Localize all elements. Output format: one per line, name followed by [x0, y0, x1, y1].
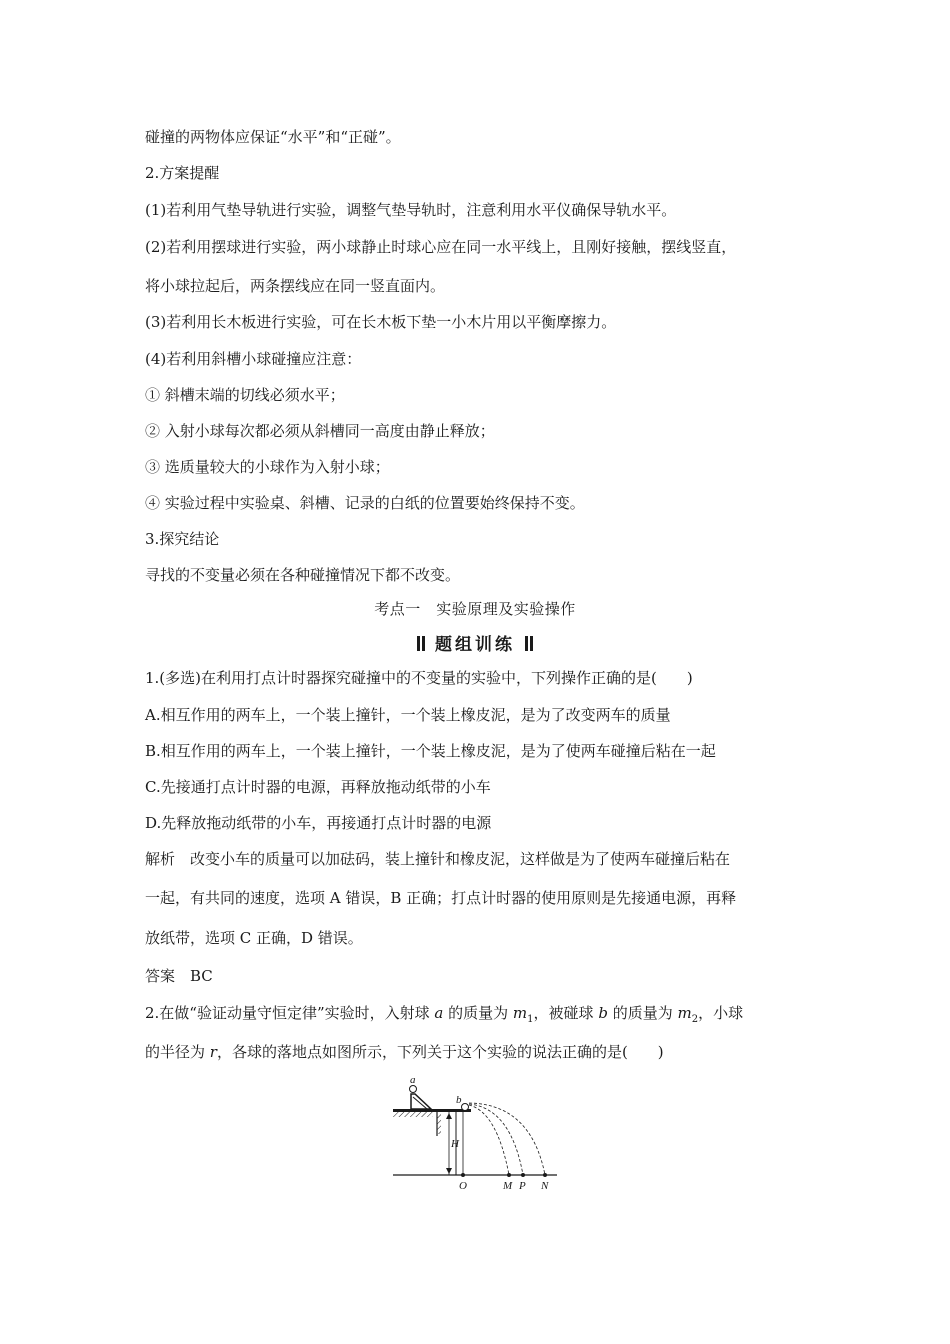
question-2-stem: 的半径为 r，各球的落地点如图所示，下列关于这个实验的说法正确的是( )	[145, 1043, 664, 1061]
text-line: 将小球拉起后，两条摆线应在同一竖直面内。	[145, 277, 446, 295]
section-banner	[0, 630, 950, 655]
point-o	[461, 1173, 465, 1177]
trajectory-p	[469, 1104, 523, 1175]
question-1-option-d: D.先释放拖动纸带的小车，再接通打点计时器的电源	[145, 814, 492, 832]
text-line: 碰撞的两物体应保证“水平”和“正碰”。	[145, 128, 401, 146]
trajectory-n	[469, 1103, 545, 1175]
list-item: ④ 实验过程中实验桌、斜槽、记录的白纸的位置要始终保持不变。	[145, 494, 585, 512]
table-hatch	[393, 1112, 433, 1117]
label-a: a	[410, 1074, 416, 1086]
question-1-option-c: C.先接通打点计时器的电源，再释放拖动纸带的小车	[145, 778, 491, 796]
var-m2: m	[677, 1004, 692, 1022]
question-1-analysis: 放纸带，选项 C 正确，D 错误。	[145, 929, 363, 947]
list-item: ③ 选质量较大的小球作为入射小球；	[145, 458, 390, 476]
question-1-option-b: B.相互作用的两车上，一个装上撞针，一个装上橡皮泥，是为了使两车碰撞后粘在一起	[145, 742, 716, 760]
list-item: ② 入射小球每次都必须从斜槽同一高度由静止释放；	[145, 422, 495, 440]
var-a: a	[434, 1004, 444, 1022]
question-1-option-a: A.相互作用的两车上，一个装上撞针，一个装上橡皮泥，是为了改变两车的质量	[145, 706, 671, 724]
inclined-chute	[411, 1094, 431, 1109]
text-line: (1)若利用气垫导轨进行实验，调整气垫导轨时，注意利用水平仪确保导轨水平。	[145, 201, 677, 219]
point-n	[543, 1173, 547, 1177]
collision-experiment-figure	[385, 1074, 565, 1194]
text-line: 寻找的不变量必须在各种碰撞情况下都不改变。	[145, 566, 461, 584]
point-m	[507, 1173, 511, 1177]
question-1-stem: 1.(多选)在利用打点计时器探究碰撞中的不变量的实验中，下列操作正确的是( )	[145, 669, 693, 687]
list-item: ① 斜槽末端的切线必须水平；	[145, 386, 345, 404]
question-1-analysis: 一起，有共同的速度，选项 A 错误，B 正确；打点计时器的使用原则是先接通电源，再释	[145, 889, 737, 907]
ball-b	[462, 1104, 469, 1111]
var-b: b	[598, 1004, 608, 1022]
label-p: P	[519, 1180, 526, 1192]
label-b: b	[456, 1094, 462, 1106]
text-line: (4)若利用斜槽小球碰撞应注意：	[145, 350, 362, 368]
var-r: r	[209, 1043, 217, 1061]
label-h: H	[451, 1138, 459, 1150]
ball-a	[410, 1086, 417, 1093]
question-2-stem: 2.在做“验证动量守恒定律”实验时，入射球 a 的质量为 $m_1$，被碰球 b 的质量为 $m_2$，小球	[145, 1004, 744, 1025]
text-line: (2)若利用摆球进行实验，两小球静止时球心应在同一水平线上，且刚好接触，摆线竖直，	[145, 238, 737, 256]
question-1-answer: 答案 BC	[145, 967, 213, 985]
label-m: M	[503, 1180, 513, 1192]
point-p	[521, 1173, 525, 1177]
text-line: (3)若利用长木板进行实验，可在长木板下垫一小木片用以平衡摩擦力。	[145, 313, 617, 331]
var-m1: m	[512, 1004, 528, 1022]
subheading-conclusion: 3.探究结论	[145, 530, 220, 548]
label-o: O	[459, 1180, 467, 1192]
label-n: N	[541, 1180, 549, 1192]
question-1-analysis: 解析 改变小车的质量可以加砝码，装上撞针和橡皮泥，这样做是为了使两车碰撞后粘在	[145, 850, 731, 868]
section-title: 考点一 实验原理及实验操作	[374, 600, 576, 618]
banner-label: 题组训练	[435, 635, 515, 655]
subheading-scheme-tips: 2.方案提醒	[145, 164, 220, 182]
trajectory-m	[469, 1105, 509, 1175]
